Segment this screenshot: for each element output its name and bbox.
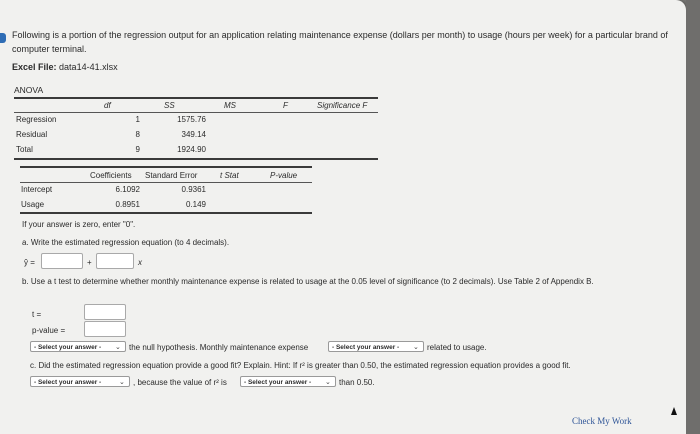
excel-file-link[interactable]: data14-41.xlsx: [59, 62, 118, 72]
anova-title: ANOVA: [14, 85, 44, 95]
anova-header-rule: [14, 112, 378, 113]
comparison-select[interactable]: [240, 376, 336, 387]
anova-bottom-rule: [14, 158, 378, 160]
chevron-down-icon: ⌄: [413, 344, 419, 351]
p-value-input[interactable]: [84, 321, 126, 337]
than-text: than 0.50.: [339, 378, 375, 387]
coef-header-std-error: Standard Error: [145, 171, 198, 180]
chevron-down-icon: ⌄: [115, 344, 121, 351]
coef-header-coefficients: Coefficients: [90, 171, 132, 180]
chevron-down-icon: ⌄: [119, 379, 125, 386]
t-input[interactable]: [84, 304, 126, 320]
coef-header-t-stat: t Stat: [220, 171, 239, 180]
intro-text: Following is a portion of the regression output for an application relating maintenance expense (dollars per month) to usage (hours per week) for a particular brand of computer terminal.: [12, 30, 668, 54]
anova-top-rule: [14, 97, 378, 99]
anova-row-ss: 1924.90: [177, 145, 206, 154]
slope-input[interactable]: [96, 253, 134, 269]
mouse-cursor-icon: [671, 407, 677, 415]
anova-header-ss: SS: [164, 101, 175, 110]
comparison-select-value: - Select your answer -: [244, 379, 312, 386]
excel-file-line: [12, 62, 118, 72]
part-a-prompt: a. Write the estimated regression equation (to 4 decimals).: [22, 238, 230, 247]
intercept-input[interactable]: [41, 253, 83, 269]
right-sidebar: [686, 0, 700, 434]
relation-select[interactable]: [328, 341, 424, 352]
anova-header-sigf: Significance F: [317, 101, 368, 110]
part-c-prompt: c. Did the estimated regression equation provide a good fit? Explain. Hint: If r² is greater than 0.50, the estimated regression equation provides a good fit.: [30, 361, 571, 370]
coef-bottom-rule: [20, 212, 312, 214]
coef-row-value: 6.1092: [115, 185, 140, 194]
question-marker: [0, 33, 6, 43]
t-label: t =: [32, 310, 42, 319]
anova-header-f: F: [283, 101, 288, 110]
because-text: , because the value of r² is: [133, 378, 227, 387]
relation-select-value: - Select your answer -: [332, 344, 400, 351]
coef-top-rule: [20, 166, 312, 168]
p-value-label: p-value =: [32, 326, 66, 335]
anova-header-df: df: [104, 101, 111, 110]
hypothesis-select[interactable]: [30, 341, 126, 352]
excel-label: Excel File:: [12, 62, 57, 72]
anova-header-ms: MS: [224, 101, 236, 110]
check-my-work-link[interactable]: Check My Work: [572, 416, 632, 426]
fit-select-value: - Select your answer -: [34, 379, 102, 386]
related-text: related to usage.: [427, 343, 487, 352]
coef-row-value: 0.8951: [115, 200, 140, 209]
part-b-prompt: b. Use a t test to determine whether monthly maintenance expense is related to usage at the 0.05 level of significance (to 2 decimals). Use Table 2 of Appendix B.: [22, 277, 594, 286]
anova-row-ss: 1575.76: [177, 115, 206, 124]
coef-header-p-value: P-value: [270, 171, 298, 180]
anova-row-df: 1: [135, 115, 140, 124]
coef-header-rule: [20, 182, 312, 183]
anova-row-df: 9: [135, 145, 140, 154]
chevron-down-icon: ⌄: [325, 379, 331, 386]
coef-row-se: 0.149: [185, 200, 206, 209]
null-hypothesis-text: the null hypothesis. Monthly maintenance expense: [129, 343, 309, 352]
anova-row-label: Total: [16, 145, 33, 154]
hypothesis-select-value: - Select your answer -: [34, 344, 102, 351]
anova-row-label: Regression: [16, 115, 57, 124]
anova-row-df: 8: [135, 130, 140, 139]
zero-note: If your answer is zero, enter "0".: [22, 220, 136, 229]
anova-row-ss: 349.14: [181, 130, 206, 139]
fit-select[interactable]: [30, 376, 130, 387]
x-variable: x: [138, 258, 142, 267]
anova-row-label: Residual: [16, 130, 48, 139]
coef-row-label: Intercept: [21, 185, 53, 194]
coef-row-se: 0.9361: [181, 185, 206, 194]
plus-sign: +: [87, 258, 92, 267]
yhat-label: ŷ =: [24, 258, 35, 267]
coef-row-label: Usage: [21, 200, 45, 209]
